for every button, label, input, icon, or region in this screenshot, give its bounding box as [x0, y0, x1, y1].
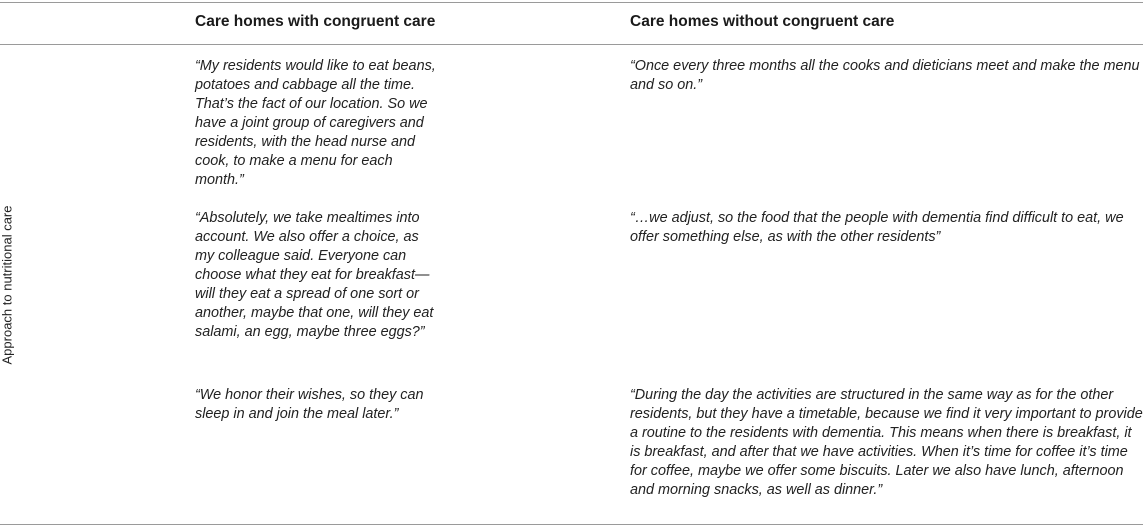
quote-congruent-2: “Absolutely, we take mealtimes into account. We also offer a choice, as my colleague said. Everyone can choose what they eat for breakfast—will they eat a spread of one sort or another, maybe that one, will they eat salami, an egg, maybe three eggs?” — [195, 210, 434, 340]
quote-congruent-1: “My residents would like to eat beans, potatoes and cabbage all the time. That’s the fact of our location. So we have a joint group of caregivers and residents, with the head nurse and cook, to make a menu for each month.” — [195, 58, 436, 188]
table-top-rule — [0, 2, 1143, 3]
quote-congruent-3: “We honor their wishes, so they can sleep in and join the meal later.” — [195, 387, 424, 422]
table-bottom-rule — [0, 524, 1143, 525]
row-label: Approach to nutritional care — [0, 205, 15, 365]
quote-non-congruent-1: “Once every three months all the cooks and dieticians meet and make the menu and so on.” — [630, 58, 1140, 93]
header-rule — [0, 44, 1143, 45]
quote-non-congruent-3: “During the day the activities are structured in the same way as for the other residents, but they have a timetable, because we find it very important to provide a routine to the residents with dementia. This means when there is breakfast, it is breakfast, and after that we have activities. When it’s time for coffee it’s time for coffee, maybe we offer some biscuits. Later we also have lunch, afternoon and morning snacks, as well as dinner.” — [630, 387, 1143, 498]
column-header-non-congruent: Care homes without congruent care — [630, 13, 895, 30]
quote-non-congruent-2: “…we adjust, so the food that the people with dementia find difficult to eat, we offer something else, as with the other residents” — [630, 210, 1124, 245]
column-header-congruent: Care homes with congruent care — [195, 13, 436, 30]
